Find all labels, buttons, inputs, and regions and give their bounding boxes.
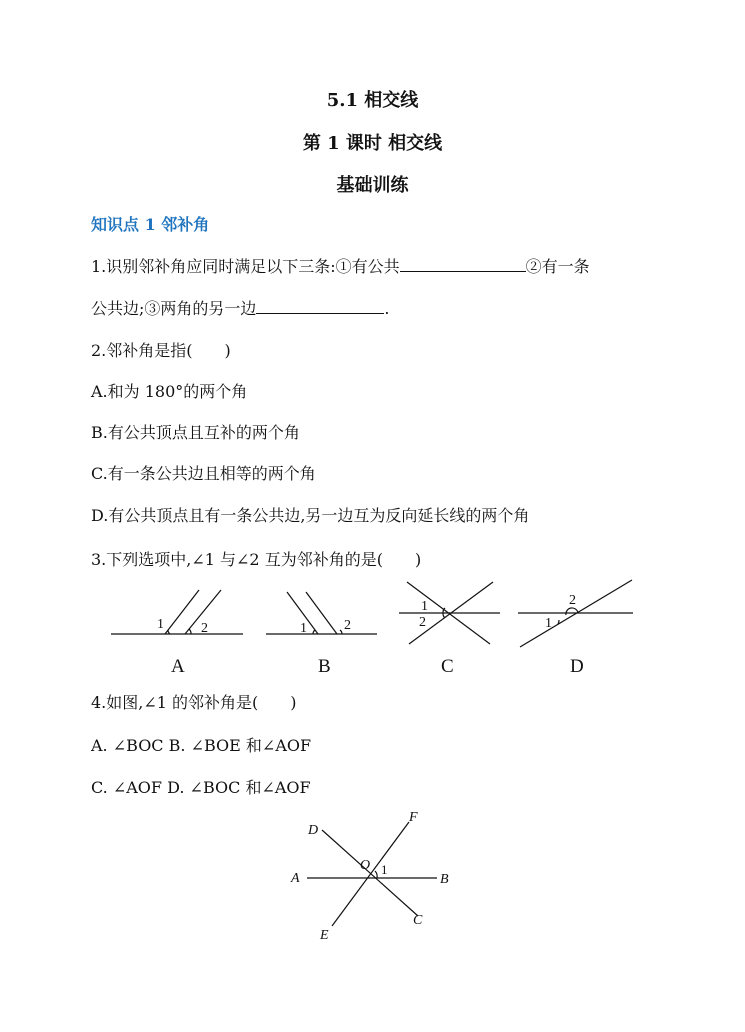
fig-a-letter: A [171,656,185,677]
q2-option-c: C.有一条公共边且相等的两个角 [91,464,316,483]
q2-option-b: B.有公共顶点且互补的两个角 [91,423,300,442]
label-d: D [308,823,319,838]
q1-blank-1[interactable] [400,257,526,272]
q1-end: . [384,299,390,318]
angle-1-arc [375,871,377,878]
fig-b-label-1: 1 [300,621,307,636]
line-dc [322,830,418,916]
fig-a-label-1: 1 [157,617,164,632]
q4-figure [0,808,745,948]
figure-d [518,580,633,647]
label-f: F [409,810,418,825]
q1-prefix: 1.识别邻补角应同时满足以下三条:①有公共 [91,257,400,276]
figure-c [399,582,500,644]
q2-option-a: A.和为 180°的两个角 [91,382,248,401]
lesson-title: 5.1 相交线 [326,90,419,111]
fig-d-label-2: 2 [569,593,576,608]
label-b: B [440,872,449,887]
period-title: 第 1 课时 相交线 [302,133,443,154]
fig-d-letter: D [570,656,584,677]
label-e: E [320,928,329,943]
fig-b-letter: B [318,656,331,677]
q3-figures [0,578,745,678]
fig-c-label-1: 1 [421,599,428,614]
label-angle-1: 1 [381,862,388,877]
label-a: A [291,871,300,886]
fig-a-label-2: 2 [201,621,208,636]
label-o: O [360,858,371,873]
question-4-stem: 4.如图,∠1 的邻补角是( ) [91,693,297,712]
section-heading: 知识点 1 邻补角 [91,215,210,234]
fig-c-letter: C [441,656,454,677]
line-ef [332,822,409,926]
label-c: C [413,913,423,928]
fig-c-label-2: 2 [419,615,426,630]
q1-blank-2[interactable] [256,299,384,314]
q2-option-d: D.有公共顶点且有一条公共边,另一边互为反向延长线的两个角 [91,506,530,525]
fig-d-label-1: 1 [545,616,552,631]
question-2-stem: 2.邻补角是指( ) [91,341,231,360]
q1-middle: ②有一条 [525,257,590,276]
question-1-line-2 [91,296,390,319]
figure-b [266,592,377,634]
q1-line2-prefix: 公共边;③两角的另一边 [91,299,257,318]
question-1-line-1 [91,254,590,277]
training-title: 基础训练 [336,175,409,196]
figure-a [111,590,243,634]
q4-options-line-2: C. ∠AOF D. ∠BOC 和∠AOF [91,778,311,797]
fig-b-label-2: 2 [344,618,351,633]
question-3-stem: 3.下列选项中,∠1 与∠2 互为邻补角的是( ) [91,550,422,569]
q4-options-line-1: A. ∠BOC B. ∠BOE 和∠AOF [91,736,312,755]
